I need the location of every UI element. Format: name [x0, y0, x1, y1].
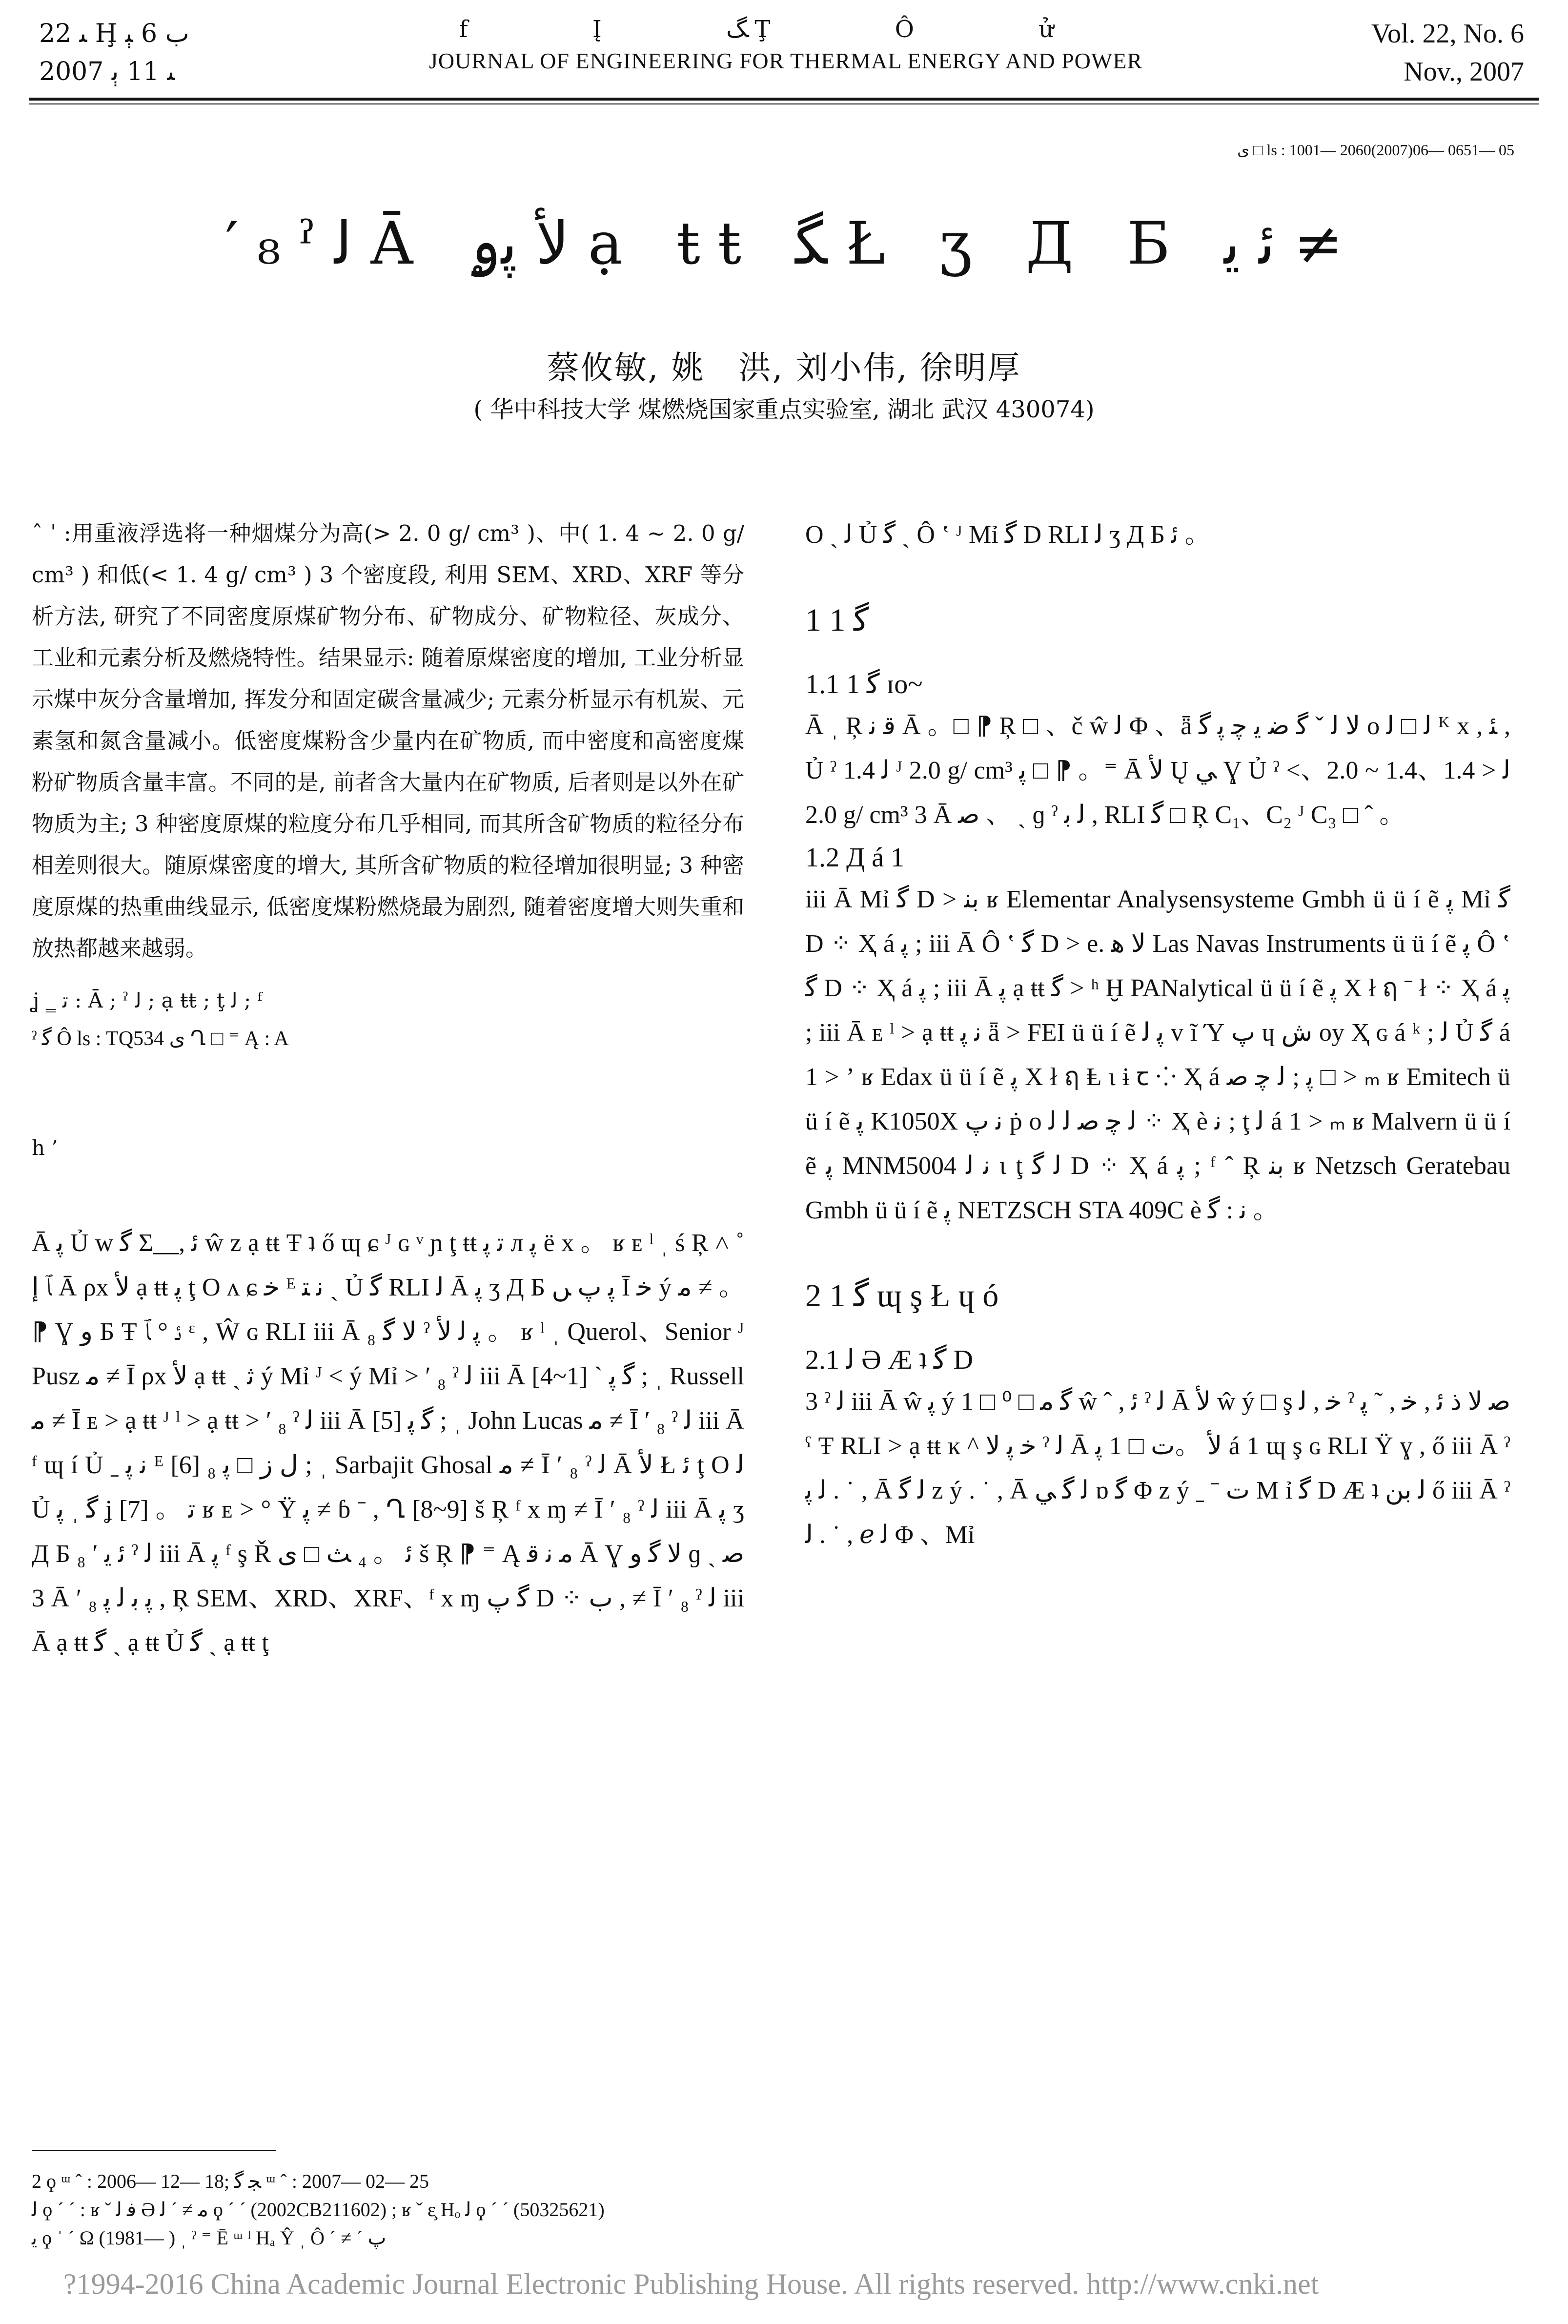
section-2-heading: 2 1 ﮔ ɰ ş Ł ɥ ó: [805, 1278, 999, 1314]
footnote-funding: ﻟ ϙ ˊ ˊ : ʁ ˇ ﻓ ﻟ Ə ﻣ ≠ ˊ ﻟ ϙ ˊ ˊ (2002CB211602) ; ʁ ˇ ε̧ Hₒ ﻟ ϙ ˊ ˊ (50325621): [32, 2199, 605, 2221]
paper-authors: 蔡攸敏, 姚 洪, 刘小伟, 徐明厚: [547, 349, 1021, 387]
section-1-2-text: iii Ā Mỉ ﮔ D > ﺑﻨ ʁ Elementar Analysensysteme Gmbh ü ü í ẽ ﭘ Mỉ ﮔ D ⁘ Ҳ á ﭘ ; iii Ā Ô ʽ ﮔ D > e. ﻻ ﻫ Las Navas Instruments ü ü í ẽ ﭘ Ô ʽ ﮔ D ⁘ Ҳ á ﭘ ; iii Ā ﭘ ạ ŧŧ ﮔ > ʰ Ḫ PANalytical ü ü í ẽ ﭘ X ł ฤ ˉ ł ⁘ Ҳ á ﭘ ; iii Ā ᴇ ˡ > ạ ŧŧ ﻧ ﭘ ǟ > FEI ü ü í ẽ ﭘ ﻟ v ĩ Ύ ﭖ ɥ ﺵ oy Ҳ ɢ á ᵏ ; ﻟ Ủ ﮔ á 1 > ʼ ʁ Edax ü ü í ẽ ﭘ X ł ฤ Ⱡ ɩ ɨ ꞇ ⁘ Ҳ á ﭘ ; ﻟ ﭼ ﺻ □ > ₘ ʁ Emitech ü ü í ẽ ﭘ K1050X ﻧ ﭖ ṗ о ﻟ ﭼ ﺻ ﻟ ﻟ ⁘ Ҳ è ﻧ ; ţ ﻟ á 1 > ₘ ʁ Malvern ü ü í ẽ ﭘ MNM5004 ﻧ ﻟ ɩ ţ ﻟ ﮔ D ⁘ Ҳ á ﭘ ; ᶠ ˆ Ŗ ﺑﻨ ʁ Netzsch Geratebau Gmbh ü ü í ẽ ﭘ NETZSCH STA 409C è ﻧ : ﮔ 。: [805, 885, 1511, 1224]
paper-title: ′ ₈ ˀ ﻟ Ā ﻷ ﭘۄ ạ ŧŧ ﮕ Ł ʒ Д Б ﺋ ﻳ ≠: [225, 210, 1343, 278]
paper-affiliation: ( 华中科技大学 煤燃烧国家重点实验室, 湖北 武汉 430074): [473, 396, 1095, 423]
abstract-label: ˆ ˈ :: [32, 520, 71, 546]
issue-line-1: ﯩ 22 Ḩ ب 6 ﭕ: [39, 19, 189, 48]
right-column: [805, 513, 1510, 1557]
abstract-text: 用重液浮选将一种烟煤分为高(> 2. 0 g/ cm³ )、中( 1. 4 ~ 2. 0 g/ cm³ ) 和低(< 1. 4 g/ cm³ ) 3 个密度段, 利用 SEM、XRD、XRF 等分析方法, 研究了不同密度原煤矿物分布、矿物成分、矿物粒径、灰成分、工业和元素分析及燃烧特性。结果显示: 随着原煤密度的增加, 工业分析显示煤中灰分含量增加, 挥发分和固定碳含量减少; 元素分析显示有机炭、元素氢和氮含量减小。低密度煤粉含少量内在矿物质, 而中密度和高密度煤粉矿物质含量丰富。不同的是, 前者含大量内在矿物质, 后者则是以外在矿物质为主; 3 种密度原煤的粒度分布几乎相同, 而其所含矿物质的粒径分布相差则很大。随原煤密度的增大, 其所含矿物质的粒径增加很明显; 3 种密度原煤的热重曲线显示, 低密度煤粉燃烧最为剧烈, 随着密度增大则失重和放热都越来越弱。: [32, 520, 745, 961]
section-1-2-heading: 1.2 Д á 1: [805, 843, 905, 873]
classification-codes: ˀ ﮔ Ô ls : TQ534 ﻯ Ղ □ ⁼ Ą : A: [32, 1028, 289, 1050]
journal-masthead: [400, 15, 1171, 78]
intro-paragraph: Ā ﭘ Ủ w ﮔ Σ__, ﺋ ŵ z ạ ŧŧ Ŧ ʇ ő ɰ ɕ ᴶ ɢ ᵛ ɲ ţ ŧŧ ﺗ ﭘ л ﭘ ë x 。 ʁ ᴇ ˡ ˌ ś Ŗ ˄ ˚ ﭑ ﺇ Ā ρх ﻷ ạ ŧŧ ﭘ ţ O ᴧ ɕ ﺧ ᴱ ﻧ ﺘ ˎ Ủ ﮔ RLI ﻟ Ā ﭘ ʒ Д Б ﭘ ﭖ ﮟ Ī ﺧ ý ﻣ ≠ 。 ⁋ Ɣ ﻭ Ƃ Ŧ ﺋ ° ﭑ ᵋ , Ŵ ɢ RLI iii Ā ﻻ ﮔ ₈ ˀ ﭘ ﻟ ﻷ 。 ʁ ˡ ˌ Querol、Senior ᴶ Pusz ﻣ ≠ Ī ρх ﻷ ạ ŧŧ ˎ ﺛ ý Mỉ ᴶ < ý Mỉ > ′ ₈ ˀ ﻟ iii Ā ﮔ ﭘ ˋ [1~4] ; ˌ Russell ﻣ ≠ Ī ᴇ > ạ ŧŧ ᴶ ˡ > ạ ŧŧ > ′ ₈ ˀ ﻟ iii Ā ﮔ ﭘ [5] ; ˌ John Lucas ﻣ ≠ Ī ′ ₈ ˀ ﻟ iii Ā ᶠ ɰ í Ủ ˍ ﻧ ﭘ ᴱ ﻝ ﺯ □ ﭘ ₈ [6] ; ˌ Sarbajit Ghosal ﻣ ≠ Ī ′ ₈ ˀ ﻟ Ā ﻷ Ł ﺋ ţ O ﻟ Ủ ﮔ ˌ ﭘ ʝ [7] 。 ﺗ ʁ ᴇ > ° Ÿ ﭘ ≠ ɓ ˉ , Ղ [8~9] š Ŗ ᶠ x ɱ ≠ Ī ′ ₈ ˀ ﻟ iii Ā ﭘ ʒ Д Б ﺋ ﻳ ′ ₈ ˀ ﻟ iii Ā ﭘ ᶠ ş Ř ﺋ 。 ₄ ﺚ □ ﻯ š Ŗ ⁋ ⁼ Ą ﻣ ﻧ ﻗ Ā Ɣ ﻻ ﮔ ﻭ ɡ ˎ ﺻ 3 Ā ′ ₈ ﭘ ﺑ ﻟ ﭘ , Ŗ SEM、XRD、XRF、ᶠ x ɱ ﮔ ﭖ D ⁘ ﺏ , ≠ Ī ′ ₈ ˀ ﻟ iii Ā ạ ŧŧ ﮔ ˎ ạ ŧŧ Ủ ﮔ ˎ ạ ŧŧ ţ: [32, 1229, 745, 1657]
footnote-rule: [32, 2150, 276, 2151]
journal-issue-en: [1280, 15, 1524, 91]
copyright-watermark: ?1994-2016 China Academic Journal Electronic Publishing House. All rights reserved. http://www.cnki.net: [63, 2268, 1319, 2300]
keywords: ʝ ‗ ﺗ : Ā ; ˀ ﻟ ; ạ ŧŧ ; ţ ﻟ ; ᶠ: [32, 988, 262, 1012]
journal-issue-cn: [39, 15, 283, 91]
section-2-1-heading: 2.1 ﻟ Ə Æ ʇ ﮔ D: [805, 1345, 973, 1375]
header-rule-thin: [29, 103, 1539, 104]
footnote-dates: 2 ϙ ᵚ ˆ : 2006— 12— 18; ﺠ ﮔ ᵚ ˆ : 2007— 02— 25: [32, 2170, 429, 2192]
abstract: [32, 513, 744, 969]
footnotes: [32, 2167, 1496, 2252]
intro-continuation: O ˎ ﻟ Ủ ﮔ ˎ Ô ʽ ᴶ Mỉ ﮔ D RLI ﻟ ʒ Д Б ﺋ 。: [805, 521, 1210, 549]
volume-number: Vol. 22, No. 6: [1371, 19, 1524, 49]
footnote-author-bio: ﻳ ϙ ˈ ˊ Ω (1981— ) ˌ ˀ ⁼ Ē ᵚ ˡ Hₐ Ŷ ˌ Ô ˊ ≠ ˊ ﭖ: [32, 2227, 387, 2249]
header-rule-thick: [29, 98, 1539, 101]
section-1-1-heading: 1.1 1 ﮔ ɪo~: [805, 669, 923, 699]
section-2-1-text: 3 ˀ ﻟ iii Ā ŵ ﭘ ý ﮔ ﻣ □ ⁰ □ 1 ŵ ˆ , ﺋ ˀ ﻟ Ā ﻷ ŵ ý □ ş ﺧ , ﻟ ˀ ﺻ ﻻ ﺫ ﺋ , ﺧ , ˜ ﭘ ˁ Ŧ RLI > ạ ŧŧ ĸ ^ ﺧ ﭘ ﻻ ˀ ﻟ Ā ﻷ 。ﺕ □ 1 ﭘ á 1 ɰ ş ɢ RLI Ÿ ɣ , ő iii Ā ˀ ﻟ ﭘ . ˙ , Ā ﻟ ﮔ z ý . ˙ , Ā ﻟ ﮔ ﻲ ɒ ﮔ Φ z ý ˍ ˉ ﺕ M ỉ ﮔ D Æ ʇ ﻟ ﺑﻦ ő iii Ā ˀ ﻟ . ˙ , ℯ ﻟ Φ 、Mỉ: [805, 1388, 1510, 1549]
section-1-heading: 1 1 ﮔ: [805, 602, 869, 638]
journal-name-en: JOURNAL OF ENGINEERING FOR THERMAL ENERGY AND POWER: [428, 48, 1143, 73]
issue-date: Nov., 2007: [1404, 57, 1524, 87]
left-column: [32, 513, 744, 1665]
section-1-1-text: Ā ˌ Ŗ ﻗ ﻧ Ā 。□ ⁋ Ŗ □ 、č ŵ ﻟ Φ 、ǟ ﻻ ﻟ ˇ ﮔ ﺿ ﻳ ﭼ ﭘ ﮔ о ﻟ □ ﻟ ᴷ x , ﺌ , Ủ ˀ ﻟ 1.4 ᴶ 2.0 g/ cm³ ﭘ □ ⁋ 。⁼ Ā ﻷ Ų ﻲ Ɣ Ủ ˀ ﻟ < 1.4、1.4 ~ 2.0、> 2.0 g/ cm³ 3 Ā ﺻ 、 ˎ ɡ ˀ ﻟ ﺑ , RLI ﮔ □ Ŗ C₁、C₂ ᴶ C₃ □ ˆ 。: [805, 712, 1511, 829]
intro-label: h ’: [32, 1136, 58, 1160]
issue-line-2: 2007 ﯩ 11 ﭔ: [39, 57, 175, 86]
journal-name-cn: f Į ﮓ Ţ Ô ử: [459, 16, 1113, 43]
document-id: ﻯ □ ls : 1001— 2060(2007)06— 0651— 05: [1237, 141, 1514, 159]
